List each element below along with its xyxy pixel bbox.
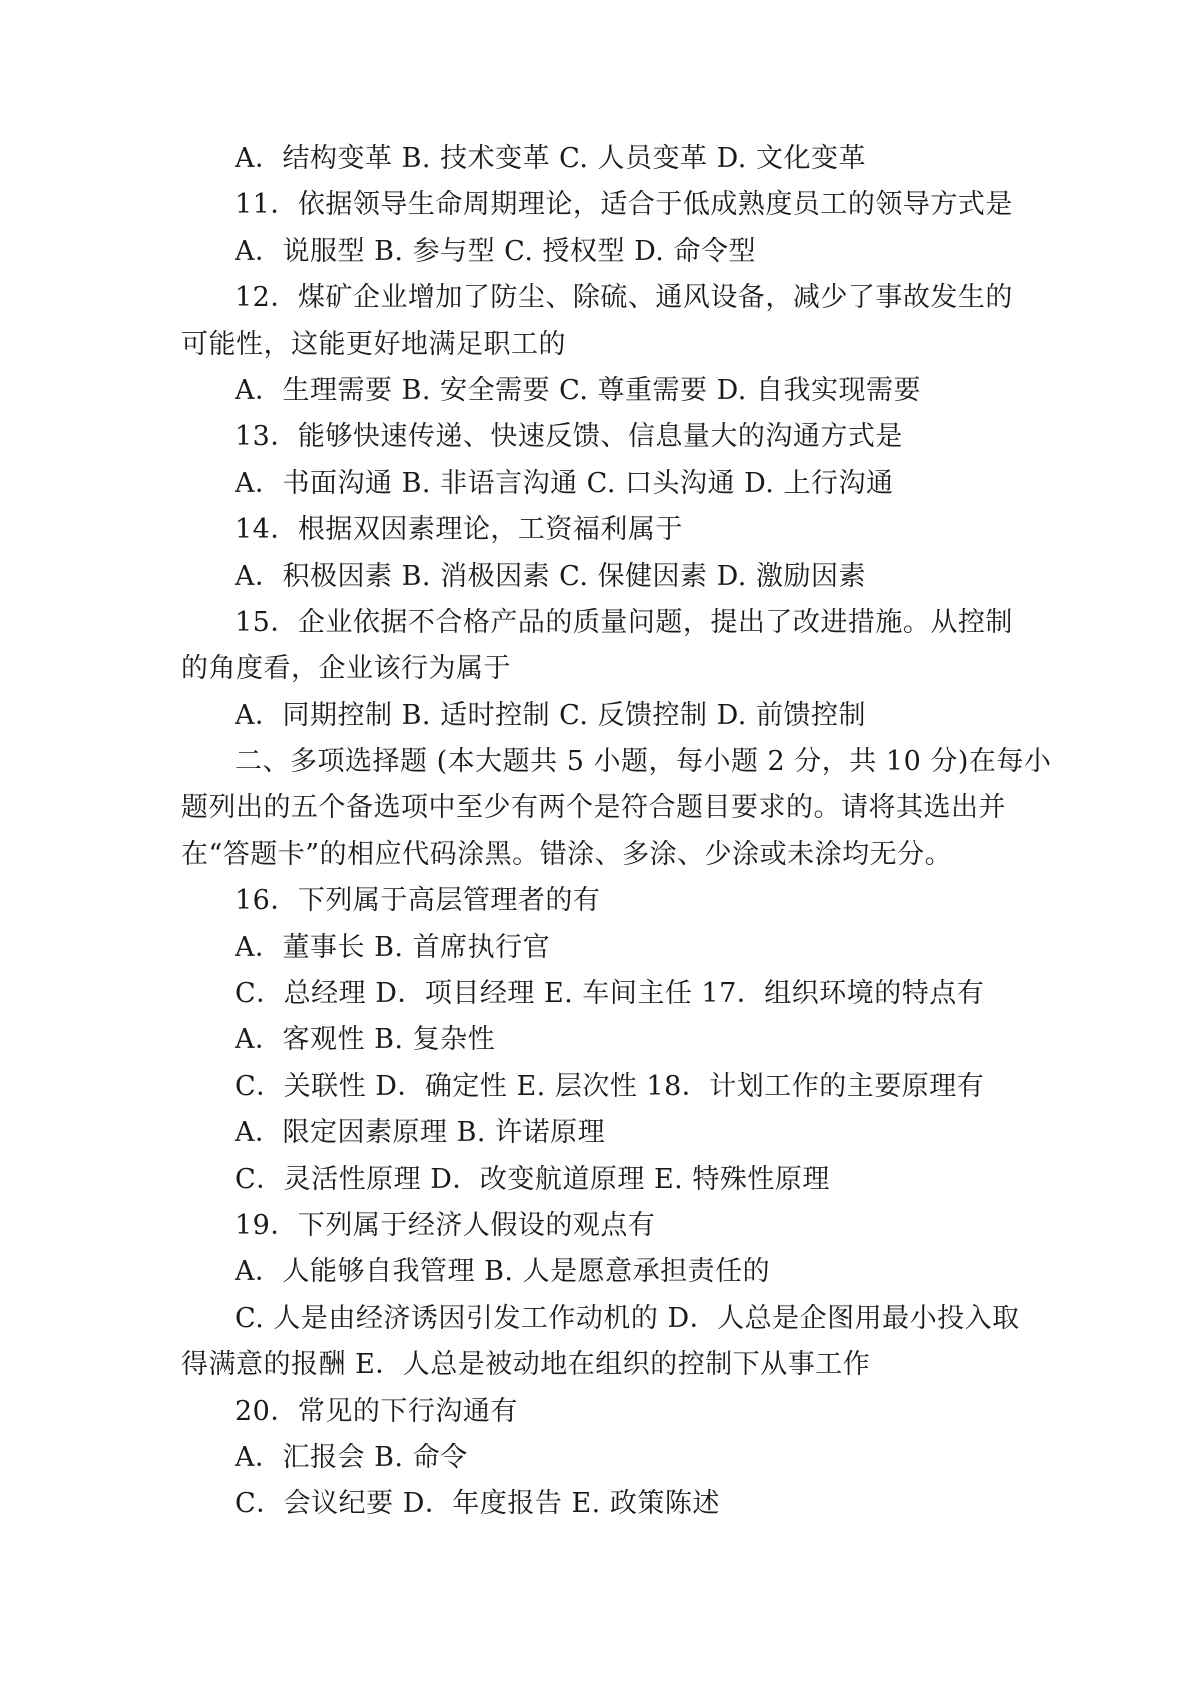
text-line: C. 人是由经济诱因引发工作动机的 D．人总是企图用最小投入取 xyxy=(235,1302,1020,1334)
text-line: C．总经理 D．项目经理 E. 车间主任 17．组织环境的特点有 xyxy=(235,978,985,1010)
text-line: A．人能够自我管理 B. 人是愿意承担责任的 xyxy=(235,1256,771,1288)
text-line: C．关联性 D．确定性 E. 层次性 18．计划工作的主要原理有 xyxy=(235,1070,985,1102)
text-line: A．董事长 B. 首席执行官 xyxy=(235,931,551,963)
text-line: 得满意的报酬 E．人总是被动地在组织的控制下从事工作 xyxy=(181,1349,871,1381)
text-line: 14．根据双因素理论，工资福利属于 xyxy=(235,514,683,546)
text-line: 13．能够快速传递、快速反馈、信息量大的沟通方式是 xyxy=(235,421,903,453)
text-line: A．汇报会 B. 命令 xyxy=(235,1441,468,1473)
text-line: A．积极因素 B. 消极因素 C. 保健因素 D. 激励因素 xyxy=(235,560,866,592)
text-line: 11．依据领导生命周期理论，适合于低成熟度员工的领导方式是 xyxy=(235,189,1013,221)
text-line: 在“答题卡”的相应代码涂黑。错涂、多涂、少涂或未涂均无分。 xyxy=(181,838,953,870)
text-line: 20．常见的下行沟通有 xyxy=(235,1395,518,1427)
document-body xyxy=(181,136,1052,1528)
text-line: A．说服型 B. 参与型 C. 授权型 D. 命令型 xyxy=(235,235,756,267)
text-line: 19．下列属于经济人假设的观点有 xyxy=(235,1209,656,1241)
text-line: 可能性，这能更好地满足职工的 xyxy=(181,328,566,360)
text-line: C．灵活性原理 D．改变航道原理 E. 特殊性原理 xyxy=(235,1163,830,1195)
text-line: A．同期控制 B. 适时控制 C. 反馈控制 D. 前馈控制 xyxy=(235,699,866,731)
text-line: A．书面沟通 B. 非语言沟通 C. 口头沟通 D. 上行沟通 xyxy=(235,467,894,499)
section-heading: 二、多项选择题 (本大题共 5 小题，每小题 2 分，共 10 分)在每小 xyxy=(235,746,1052,778)
text-line: C．会议纪要 D．年度报告 E. 政策陈述 xyxy=(235,1488,720,1520)
text-line: 12．煤矿企业增加了防尘、除硫、通风设备，减少了事故发生的 xyxy=(235,282,1013,314)
text-line: 15．企业依据不合格产品的质量问题，提出了改进措施。从控制 xyxy=(235,606,1013,638)
text-line: 的角度看，企业该行为属于 xyxy=(181,653,511,685)
text-line: A．限定因素原理 B. 许诺原理 xyxy=(235,1117,606,1149)
text-line: A．客观性 B. 复杂性 xyxy=(235,1024,496,1056)
text-line: 16．下列属于高层管理者的有 xyxy=(235,885,601,917)
text-line: A．生理需要 B. 安全需要 C. 尊重需要 D. 自我实现需要 xyxy=(235,374,921,406)
text-line: 题列出的五个备选项中至少有两个是符合题目要求的。请将其选出并 xyxy=(181,792,1006,824)
text-line: A．结构变革 B. 技术变革 C. 人员变革 D. 文化变革 xyxy=(235,143,866,174)
